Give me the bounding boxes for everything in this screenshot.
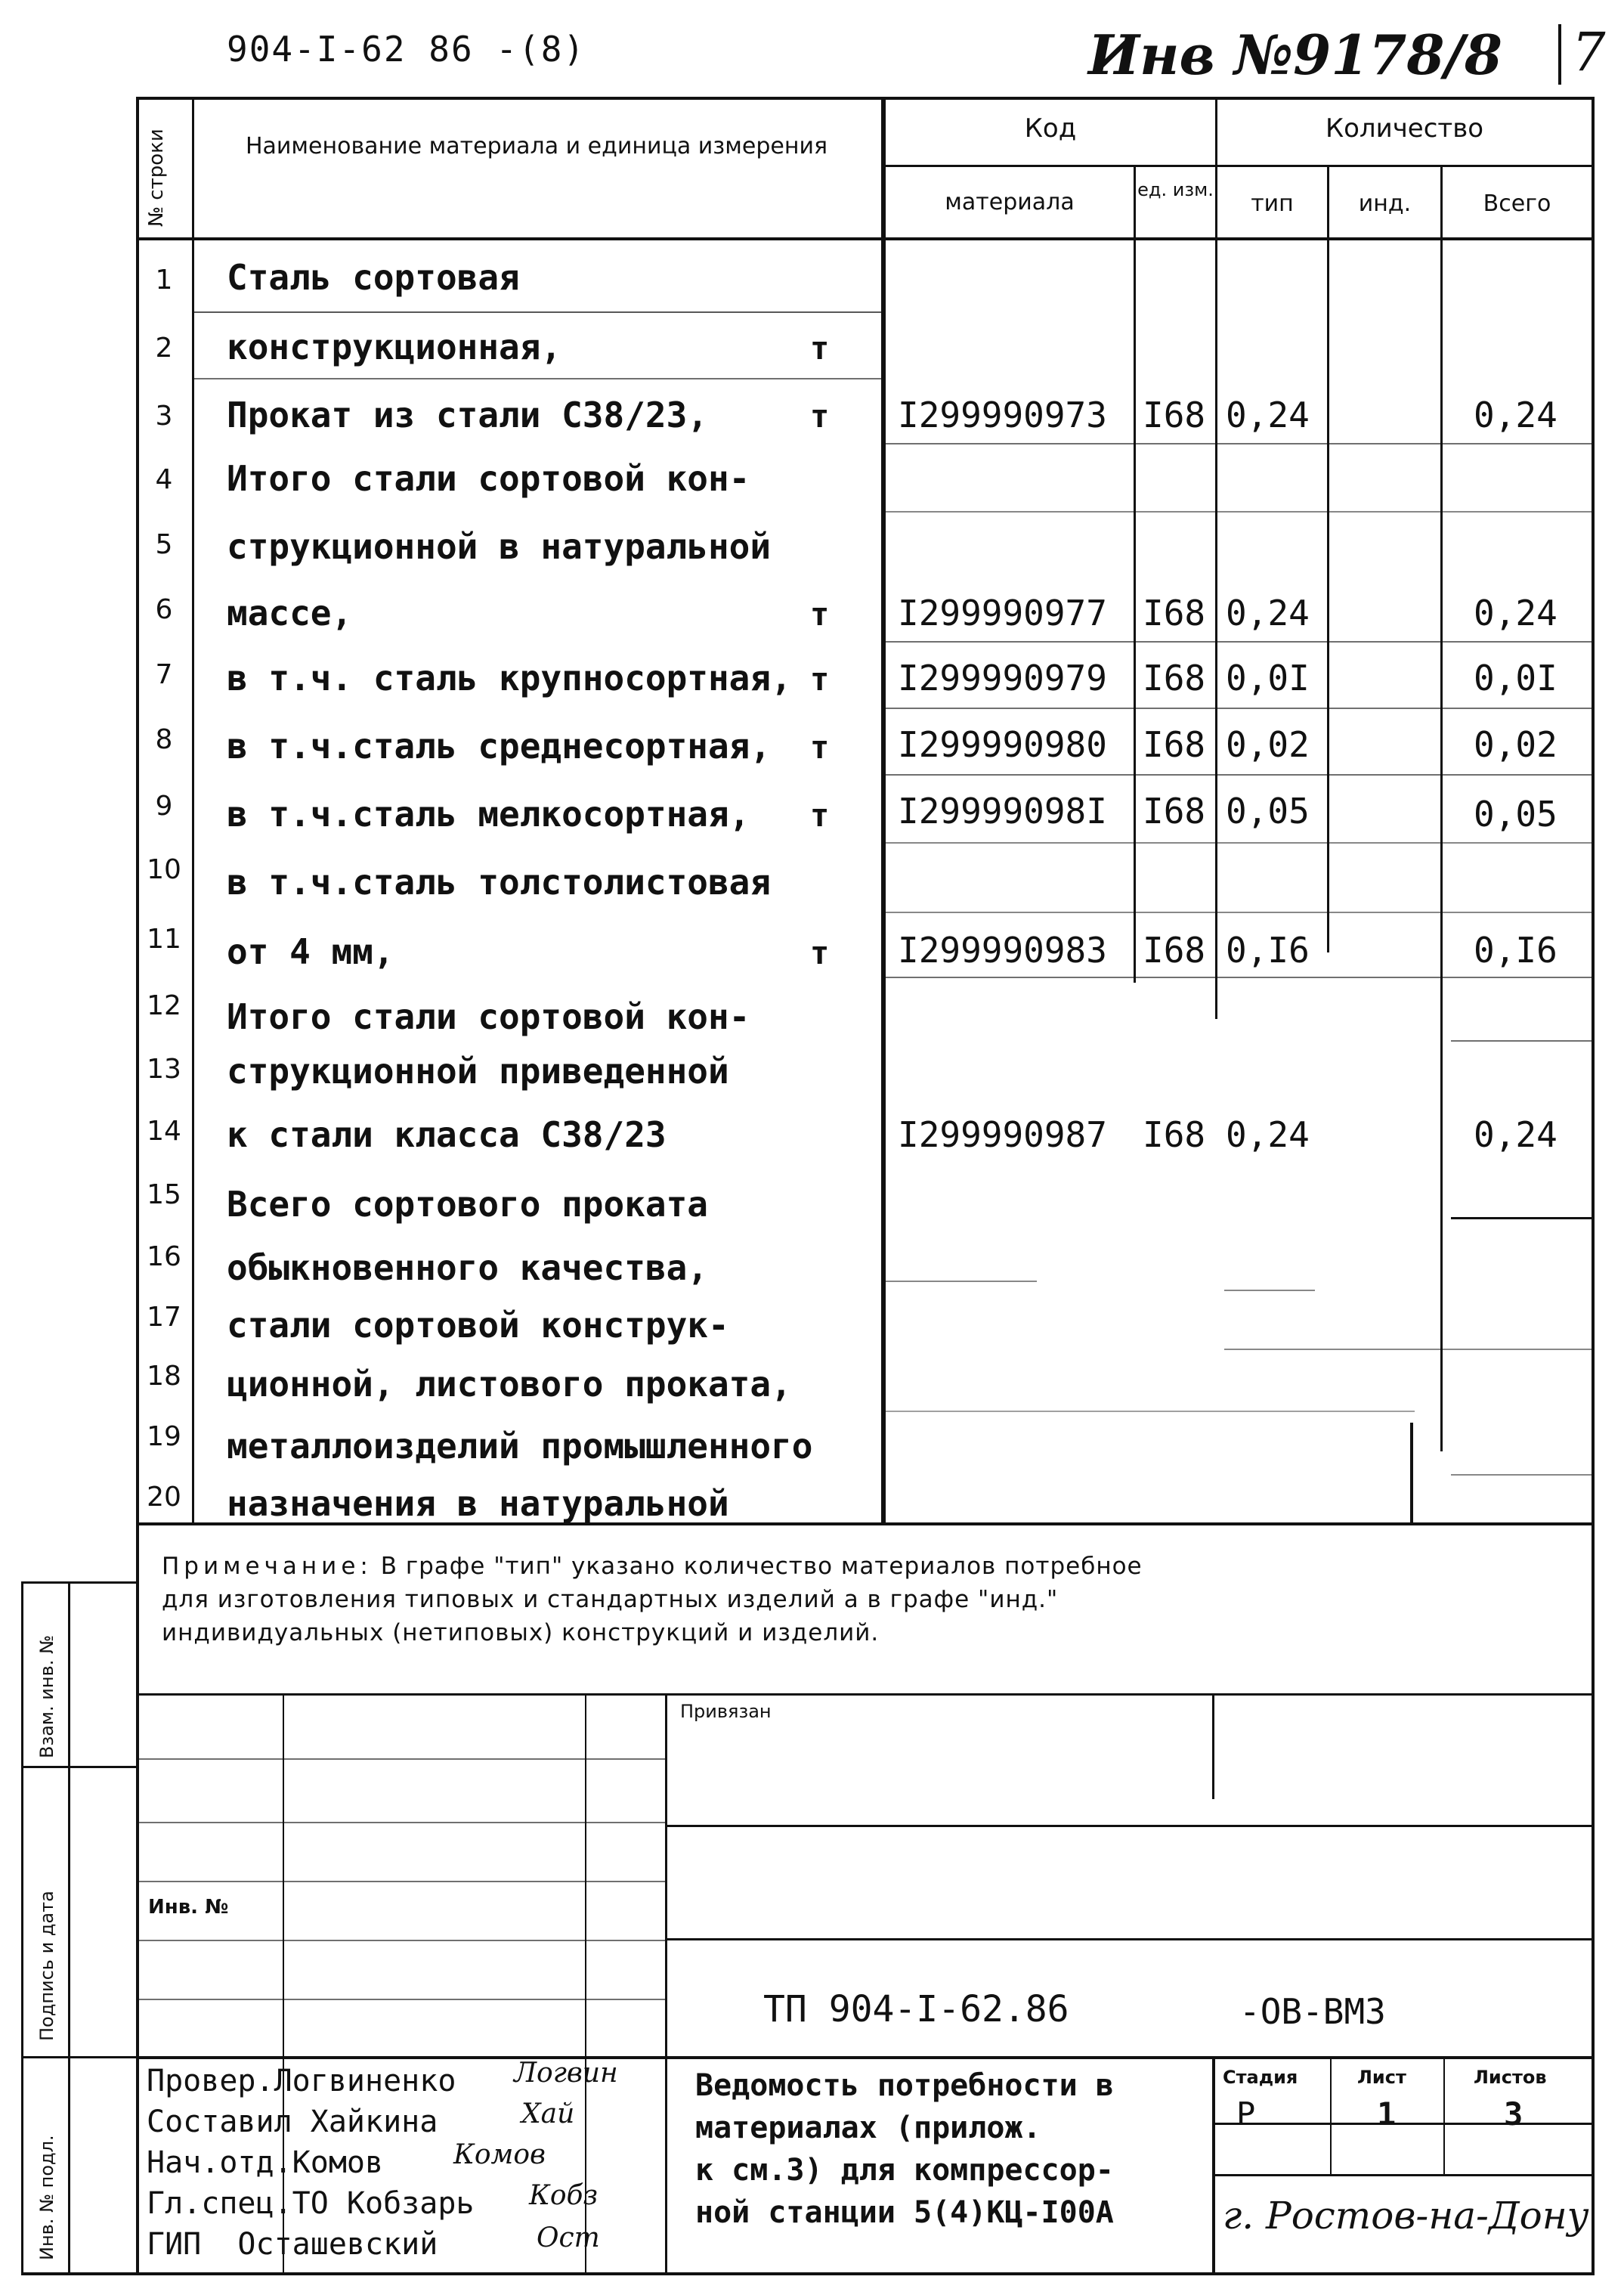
page-mark: 7 bbox=[1572, 21, 1606, 83]
signature: Логвин bbox=[514, 2058, 618, 2089]
document-title-line: Ведомость потребности в bbox=[695, 2068, 1114, 2103]
sheets-value: 3 bbox=[1504, 2095, 1523, 2132]
signature: Ост bbox=[537, 2222, 600, 2253]
role-row: Нач.отд.Комов bbox=[147, 2145, 384, 2180]
signature: Кобз bbox=[529, 2180, 599, 2211]
document-title-line: материалах (прилож. bbox=[695, 2111, 1041, 2145]
role-row: Гл.спец.ТО Кобзарь bbox=[147, 2186, 475, 2221]
stage-value: Р bbox=[1236, 2095, 1256, 2132]
inv-no-label: Инв. № bbox=[148, 1896, 229, 1919]
privyazan-label: Привязан bbox=[680, 1701, 772, 1722]
header-code-unit: ед. изм. bbox=[1137, 179, 1214, 200]
header-quantity: Количество bbox=[1325, 113, 1484, 144]
stage-label: Стадия bbox=[1223, 2067, 1298, 2088]
document-title-line: к см.3) для компрессор- bbox=[695, 2153, 1114, 2188]
city: г. Ростов-на-Дону bbox=[1223, 2194, 1589, 2238]
note-text: В графе "тип" указано количество материалов потребное для изготовления типовых и стандартных изделий а в графе "инд." индивидуальных (нетиповых) конструкций и изделий. bbox=[162, 1553, 1143, 1646]
signature: Хай bbox=[521, 2098, 575, 2129]
header-code: Код bbox=[1024, 113, 1077, 144]
header-qty-total: Всего bbox=[1483, 190, 1551, 217]
header-divider bbox=[1558, 24, 1561, 85]
doc-mark: -ОВ-ВМ3 bbox=[1239, 1991, 1386, 2032]
margin-podpis-data: Подпись и дата bbox=[36, 1891, 57, 2041]
inventory-number: Инв №9178/8 bbox=[1088, 23, 1502, 87]
sheet-label: Лист bbox=[1357, 2067, 1406, 2088]
header-name: Наименование материала и единица измерения bbox=[245, 133, 827, 160]
document-title-line: ной станции 5(4)КЦ-I00А bbox=[695, 2195, 1114, 2230]
margin-inv-podl: Инв. № подл. bbox=[36, 2135, 57, 2260]
role-row: Провер.Логвиненко bbox=[147, 2064, 456, 2098]
header-qty-ind: инд. bbox=[1358, 190, 1412, 217]
note-label: Примечание: bbox=[162, 1553, 373, 1580]
header-qty-type: тип bbox=[1251, 190, 1294, 217]
note bbox=[162, 1550, 1144, 1649]
signature: Комов bbox=[453, 2139, 546, 2170]
header-code-material: материала bbox=[945, 189, 1075, 215]
margin-vzam-inv: Взам. инв. № bbox=[36, 1635, 57, 1758]
role-row: Составил Хайкина bbox=[147, 2105, 438, 2139]
document-code: 904-I-62 86 -(8) bbox=[227, 29, 586, 70]
header-row-number: № строки bbox=[145, 129, 168, 227]
role-row: ГИП Осташевский bbox=[147, 2227, 438, 2262]
sheet-value: 1 bbox=[1377, 2095, 1397, 2132]
project-code: ТП 904-I-62.86 bbox=[763, 1988, 1069, 2030]
sheets-label: Листов bbox=[1474, 2067, 1547, 2088]
